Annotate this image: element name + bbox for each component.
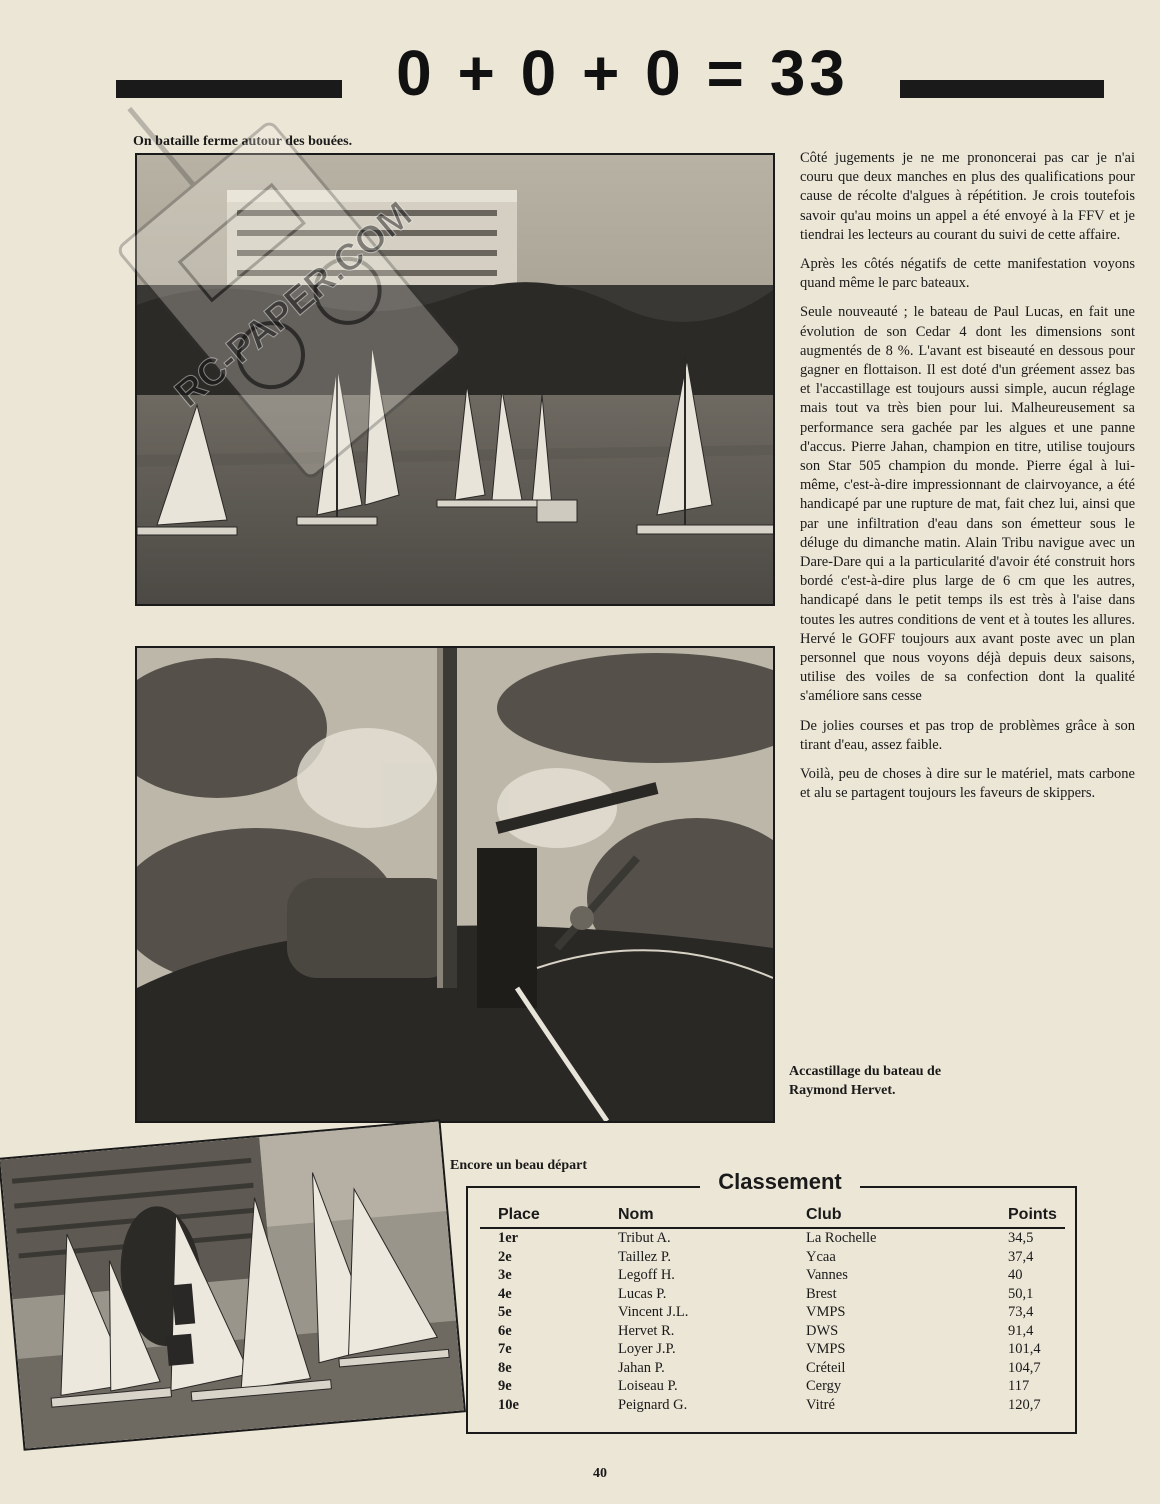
cell-place: 4e xyxy=(498,1285,512,1302)
cell-nom: Peignard G. xyxy=(618,1396,688,1413)
table-row xyxy=(480,1340,1065,1359)
table-row xyxy=(480,1248,1065,1267)
cell-nom: Vincent J.L. xyxy=(618,1304,689,1320)
cell-place: 1er xyxy=(498,1230,519,1246)
table-row xyxy=(480,1377,1065,1396)
cell-place: 9e xyxy=(498,1378,512,1394)
watermark-stamp xyxy=(80,90,500,510)
table-row xyxy=(480,1396,1065,1415)
cell-nom: Loiseau P. xyxy=(618,1378,678,1394)
cell-points: 117 xyxy=(1008,1378,1030,1394)
cell-club: VMPS xyxy=(806,1304,846,1320)
cell-points: 37,4 xyxy=(1008,1248,1034,1265)
cell-points: 101,4 xyxy=(1008,1341,1041,1357)
col-header-club: Club xyxy=(806,1204,978,1228)
paragraph: Après les côtés négatifs de cette manifestation voyons quand même le parc bateaux. xyxy=(800,256,1135,292)
cell-place: 6e xyxy=(498,1322,512,1339)
cell-points: 40 xyxy=(1008,1267,1023,1283)
classement-title: Classement xyxy=(700,1168,860,1196)
cell-points: 73,4 xyxy=(1008,1304,1034,1320)
title-rule-right xyxy=(900,80,1104,98)
cell-nom: Taillez P. xyxy=(618,1248,671,1265)
page-number: 40 xyxy=(593,1466,607,1481)
top-photo-caption: On bataille ferme autour des bouées. xyxy=(133,134,353,149)
cell-club: Ycaa xyxy=(806,1248,836,1265)
table-header-row xyxy=(480,1204,1065,1228)
cell-points: 50,1 xyxy=(1008,1285,1034,1302)
cell-club: Cergy xyxy=(806,1378,842,1394)
deck-fittings-photo xyxy=(135,646,775,1123)
cell-club: DWS xyxy=(806,1322,839,1339)
cell-club: Vannes xyxy=(806,1267,848,1283)
table-row xyxy=(480,1266,1065,1285)
cell-club: Créteil xyxy=(806,1359,846,1376)
article-body xyxy=(800,149,1135,814)
paragraph: De jolies courses et pas trop de problèmes grâce à son tirant d'eau, assez faible. xyxy=(800,717,1135,753)
cell-club: Brest xyxy=(806,1285,837,1302)
cell-club: VMPS xyxy=(806,1341,846,1357)
cell-nom: Loyer J.P. xyxy=(618,1341,676,1357)
cell-place: 3e xyxy=(498,1267,512,1283)
cell-nom: Legoff H. xyxy=(618,1267,675,1283)
table-row xyxy=(480,1359,1065,1378)
col-header-nom: Nom xyxy=(618,1204,806,1228)
cell-nom: Jahan P. xyxy=(618,1359,665,1376)
cell-points: 34,5 xyxy=(1008,1230,1034,1246)
watermark-text: RC-PAPER.COM xyxy=(167,193,421,416)
cell-place: 5e xyxy=(498,1304,512,1320)
table-row xyxy=(480,1303,1065,1322)
paragraph: Seule nouveauté ; le bateau de Paul Lucas, en fait une évolution de son Cedar 4 dont les dimensions sont augmentés de 8 %. L'avant est biseauté en dessous pour gagner en flottaison. Il est doté d'un gréement assez bas et l'accastillage est toujours aussi simple, aucun réglage mais tout va très bien pour lui. Malheureusement sa performance sera gachée par les algues et une panne d'accus. Pierre Jahan, champion en titre, utilise toujours son Star 505 champion du monde. Pierre égal à lui-même, c'est-à-dire impressionnant de clairvoyance, a été handicapé par une rupture de mat, fait chez lui, ainsi que par une infiltration d'eau dans son émetteur sous le déluge du dimanche matin. Alain Tribu navigue avec un Dare-Dare qui a la particularité d'avoir été construit hors bordé c'est-à-dire plus large de 6 cm que les autres, handicapé dans le petit temps ils est très à l'aise dans toutes les autres conditions de vent et à toutes les allures. Hervé le GOFF toujours aux avant poste avec un plan personnel que nous voyons déjà depuis deux saisons, utilise des voiles de sa confection dont la qualité s'améliore sans cesse xyxy=(800,304,1135,705)
cell-nom: Lucas P. xyxy=(618,1285,667,1302)
cell-place: 10e xyxy=(498,1396,519,1413)
table-row xyxy=(480,1228,1065,1248)
col-header-points: Points xyxy=(978,1204,1065,1228)
start-race-photo xyxy=(0,1119,466,1451)
middle-photo-caption: Accastillage du bateau de Raymond Hervet. xyxy=(789,1064,942,1098)
col-header-place: Place xyxy=(480,1204,618,1228)
cell-nom: Hervet R. xyxy=(618,1322,675,1339)
table-row xyxy=(480,1322,1065,1341)
table-row xyxy=(480,1285,1065,1304)
cell-place: 7e xyxy=(498,1341,512,1357)
cell-place: 2e xyxy=(498,1248,512,1265)
cell-club: La Rochelle xyxy=(806,1230,877,1246)
paragraph: Côté jugements je ne me prononcerai pas car je n'ai couru que deux manches en plus des qualifications pour cause de récolte d'algues à répétition. Je crois toutefois savoir qu'au moins un appel a été envoyé à la FFV et je tiendrai les lecteurs au courant du suivi de cette affaire. xyxy=(800,150,1135,243)
cell-club: Vitré xyxy=(806,1396,835,1413)
classement-table xyxy=(480,1204,1065,1414)
cell-nom: Tribut A. xyxy=(618,1230,671,1246)
cell-points: 120,7 xyxy=(1008,1396,1041,1413)
bottom-photo-caption: Encore un beau départ xyxy=(450,1158,588,1173)
cell-points: 91,4 xyxy=(1008,1322,1034,1339)
paragraph: Voilà, peu de choses à dire sur le matériel, mats carbone et alu se partagent toujours les faveurs de skippers. xyxy=(800,766,1135,802)
cell-points: 104,7 xyxy=(1008,1359,1041,1376)
page-title: 0 + 0 + 0 = 33 xyxy=(396,37,849,109)
cell-place: 8e xyxy=(498,1359,512,1376)
